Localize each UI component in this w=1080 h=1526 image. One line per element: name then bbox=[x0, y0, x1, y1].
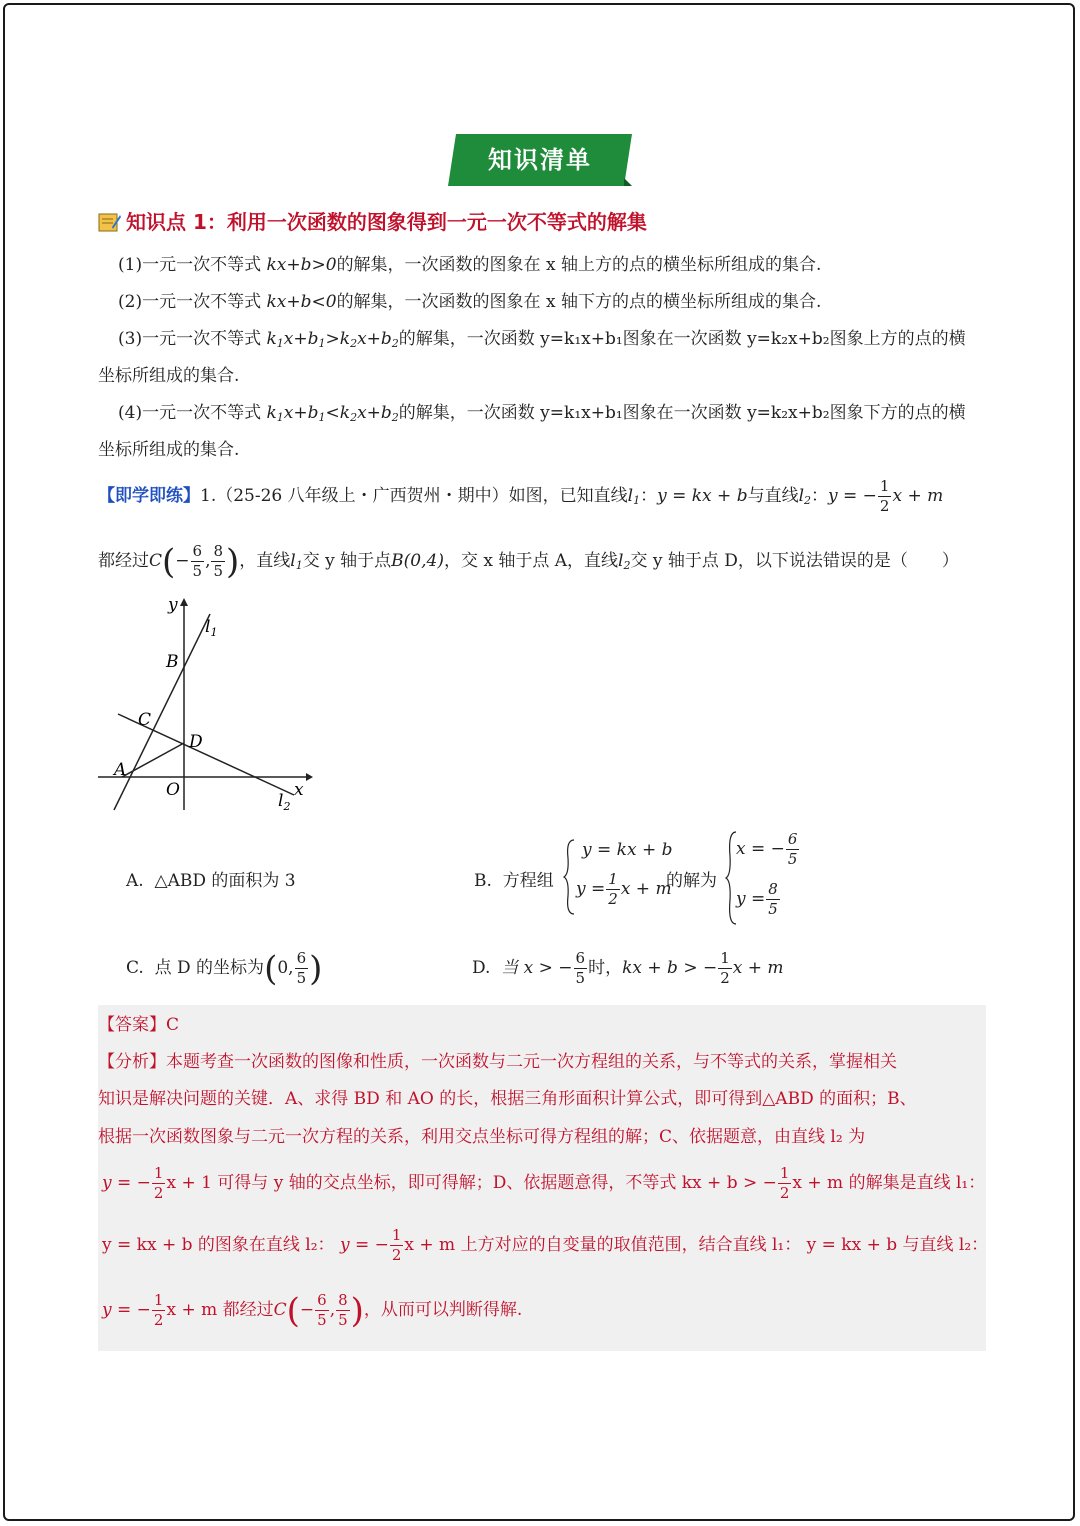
answer-line: 【答案】C bbox=[98, 1015, 180, 1035]
coordinate-figure bbox=[94, 592, 324, 822]
x-axis-arrow bbox=[306, 773, 313, 781]
question-line-1: 【即学即练】1.（25-26 八年级上・广西贺州・期中）如图，已知直线$l_1$：y = kx + b与直线$l_2$：y = − $\frac{1}{2}$ x + m bbox=[98, 477, 944, 515]
segment-AD bbox=[122, 743, 184, 777]
label-l1: $l_1$ bbox=[205, 617, 218, 639]
line-l1 bbox=[114, 614, 210, 810]
option-c[interactable]: C. 点 D 的坐标为(0, $\frac{6}{5}$ ) bbox=[126, 948, 323, 989]
label-A: A bbox=[114, 760, 127, 780]
knowledge-point-title bbox=[98, 206, 647, 235]
option-d[interactable]: D. 当 x > − $\frac{6}{5}$ 时，kx + b > − $\frac{1}{2}$ x + m bbox=[472, 949, 784, 987]
knowledge-point-text: 知识点 1：利用一次函数的图象得到一元一次不等式的解集 bbox=[126, 210, 647, 234]
banner-title: 知识清单 bbox=[488, 146, 592, 174]
section-banner bbox=[448, 134, 632, 186]
label-y: y bbox=[168, 595, 178, 615]
item-3-continued: 坐标所组成的集合. bbox=[98, 366, 240, 386]
label-x: x bbox=[294, 780, 304, 800]
label-D: D bbox=[189, 732, 203, 752]
y-axis-arrow bbox=[180, 598, 188, 606]
analysis-line-3: 根据一次函数图象与二元一次方程的关系，利用交点坐标可得方程组的解；C、依据题意，由直线 l₂ 为 bbox=[98, 1127, 866, 1147]
question-line-2: 都经过C(− $\frac{6}{5}$ , $\frac{8}{5}$ )，直线$l_1$交 y 轴于点B(0,4)，交 x 轴于点 A，直线$l_2$交 y 轴于点 D，以下说法错误的是（ ） bbox=[98, 541, 959, 582]
practice-tag: 【即学即练】 bbox=[98, 486, 200, 506]
label-B: B bbox=[166, 652, 179, 672]
analysis-line-4: y = − $\frac{1}{2}$ x + 1 可得与 y 轴的交点坐标，即可得解；D、依据题意得，不等式 kx + b > − $\frac{1}{2}$ x + m 的解集是直线 l₁： bbox=[102, 1164, 986, 1202]
analysis-line-1: 【分析】本题考查一次函数的图像和性质，一次函数与二元一次方程组的关系，与不等式的关系，掌握相关 bbox=[98, 1052, 897, 1072]
analysis-line-2: 知识是解决问题的关键．A、求得 BD 和 AO 的长，根据三角形面积计算公式，即可得到△ABD 的面积；B、 bbox=[98, 1089, 917, 1109]
item-3: (3)一元一次不等式 $k_1x+b_1>k_2x+b_2$的解集，一次函数 y=k₁x+b₁图象在一次函数 y=k₂x+b₂图象上方的点的横 bbox=[118, 329, 966, 350]
system-brace bbox=[562, 838, 576, 916]
item-4-continued: 坐标所组成的集合. bbox=[98, 440, 240, 460]
notebook-icon bbox=[98, 211, 122, 233]
item-4: (4)一元一次不等式 $k_1x+b_1<k_2x+b_2$的解集，一次函数 y=k₁x+b₁图象在一次函数 y=k₂x+b₂图象下方的点的横 bbox=[118, 403, 966, 424]
label-C: C bbox=[138, 710, 152, 730]
label-O: O bbox=[166, 780, 180, 800]
item-2: (2)一元一次不等式 kx+b<0的解集，一次函数的图象在 x 轴下方的点的横坐标所组成的集合. bbox=[118, 292, 822, 312]
analysis-line-6: y = − $\frac{1}{2}$ x + m 都经过C(− $\frac{6}{5}$ , $\frac{8}{5}$ )，从而可以判断得解. bbox=[102, 1290, 523, 1331]
analysis-line-5: y = kx + b 的图象在直线 l₂： y = − $\frac{1}{2}$ x + m 上方对应的自变量的取值范围，结合直线 l₁： y = kx + b 与直线 l₂： bbox=[102, 1226, 989, 1264]
item-1: (1)一元一次不等式 kx+b>0的解集，一次函数的图象在 x 轴上方的点的横坐标所组成的集合. bbox=[118, 255, 822, 275]
answer-value: C bbox=[166, 1015, 180, 1035]
option-a[interactable]: A. △ABD 的面积为 3 bbox=[126, 871, 296, 891]
label-l2: $l_2$ bbox=[278, 791, 291, 813]
